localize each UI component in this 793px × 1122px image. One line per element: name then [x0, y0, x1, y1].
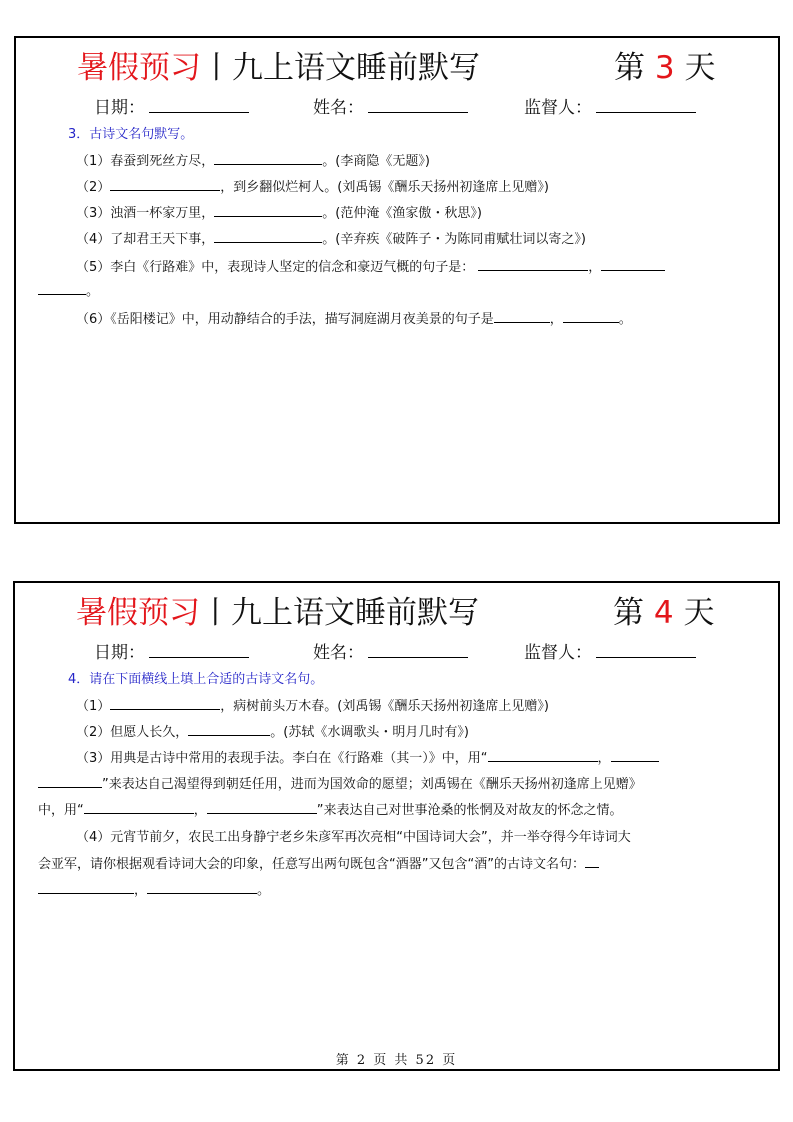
question-line-continued — [38, 855, 793, 874]
question-line-continued — [38, 881, 793, 900]
line-text: 会亚军，请你根据观看诗词大会的印象，任意写出两句既包含“酒器”又包含“酒”的古诗文名句： — [38, 857, 585, 872]
question-line — [76, 749, 793, 768]
supervisor-field[interactable] — [524, 96, 696, 120]
card-title — [16, 46, 778, 90]
line-text: （1） — [76, 699, 111, 714]
title-red: 暑假预习 — [77, 50, 201, 86]
answer-blank[interactable] — [214, 152, 322, 165]
date-label: 日期： — [94, 98, 145, 118]
line-text: （3）浊酒一杯家万里， — [76, 206, 215, 221]
title-main: 九上语文睡前默写 — [231, 595, 479, 631]
line-text: 。(范仲淹《渔家傲・秋思》) — [322, 206, 482, 221]
line-text: ， — [549, 312, 563, 327]
question-line — [76, 829, 793, 847]
answer-blank[interactable] — [38, 282, 86, 295]
question-heading: 4．请在下面横线上填上合适的古诗文名句。 — [68, 672, 324, 687]
line-text: （4）了却君王天下事， — [76, 232, 215, 247]
worksheet-card-day-3 — [14, 36, 780, 524]
line-text: （1）春蚕到死丝方尽， — [76, 154, 215, 169]
line-text: ”来表达自己渴望得到朝廷任用，进而为国效命的愿望；刘禹锡在《酬乐天扬州初逢席上见赠》 — [102, 777, 642, 792]
answer-blank[interactable] — [147, 881, 257, 894]
line-text: （5）李白《行路难》中，表现诗人坚定的信念和豪迈气概的句子是： — [76, 260, 475, 275]
answer-blank[interactable] — [38, 881, 134, 894]
day-number: 4 — [653, 595, 674, 631]
date-blank[interactable] — [149, 641, 249, 658]
answer-blank[interactable] — [563, 310, 619, 323]
day-number: 3 — [654, 50, 675, 86]
supervisor-blank[interactable] — [596, 641, 696, 658]
question-line-continued — [38, 775, 793, 794]
answer-blank[interactable] — [611, 749, 659, 762]
line-text: 中，用“ — [38, 803, 84, 818]
supervisor-label: 监督人： — [524, 98, 592, 118]
line-text: （4）元宵节前夕，农民工出身静宁老乡朱彦军再次亮相“中国诗词大会”，并一举夺得今年诗词大 — [76, 830, 631, 845]
title-separator: 丨 — [200, 595, 231, 631]
page-footer: 第 2 页 共 52 页 — [335, 1053, 458, 1068]
line-text: ，到乡翻似烂柯人。(刘禹锡《酬乐天扬州初逢席上见赠》) — [220, 180, 549, 195]
date-field[interactable] — [94, 96, 249, 120]
line-text: ， — [597, 751, 611, 766]
line-text: 。 — [618, 312, 632, 327]
answer-blank[interactable] — [207, 801, 317, 814]
worksheet-card-day-4 — [13, 581, 780, 1071]
day-label — [614, 46, 715, 90]
question-line — [76, 697, 793, 716]
question-heading: 3．古诗文名句默写。 — [68, 127, 194, 142]
day-suffix: 天 — [683, 595, 715, 631]
question-line — [76, 723, 793, 742]
question-line — [38, 801, 793, 820]
line-text: ”来表达自己对世事沧桑的怅惘及对故友的怀念之情。 — [316, 803, 623, 818]
line-text: （6）《岳阳楼记》中，用动静结合的手法，描写洞庭湖月夜美景的句子是 — [76, 312, 494, 327]
answer-blank[interactable] — [110, 697, 220, 710]
answer-blank[interactable] — [478, 258, 588, 271]
answer-blank[interactable] — [494, 310, 550, 323]
date-field[interactable] — [94, 641, 249, 665]
supervisor-label: 监督人： — [524, 643, 592, 663]
line-text: 。 — [86, 284, 100, 299]
card-title — [15, 591, 778, 635]
line-text: 。(李商隐《无题》) — [322, 154, 430, 169]
answer-blank[interactable] — [214, 204, 322, 217]
name-blank[interactable] — [368, 641, 468, 658]
day-prefix: 第 — [613, 595, 644, 631]
name-blank[interactable] — [368, 96, 468, 113]
question-line — [76, 310, 793, 329]
line-text: 。(辛弃疾《破阵子・为陈同甫赋壮词以寄之》) — [322, 232, 586, 247]
line-text: ， — [588, 260, 602, 275]
line-text: ，病树前头万木春。(刘禹锡《酬乐天扬州初逢席上见赠》) — [220, 699, 549, 714]
answer-blank[interactable] — [214, 230, 322, 243]
title-main: 九上语文睡前默写 — [232, 50, 480, 86]
answer-blank[interactable] — [84, 801, 194, 814]
answer-blank[interactable] — [110, 178, 220, 191]
line-text: （2） — [76, 180, 111, 195]
date-blank[interactable] — [149, 96, 249, 113]
question-line — [76, 230, 793, 249]
question-line — [76, 258, 793, 277]
answer-blank[interactable] — [601, 258, 665, 271]
question-line — [76, 204, 793, 223]
name-field[interactable] — [313, 96, 468, 120]
answer-blank[interactable] — [585, 855, 599, 868]
line-text: 。(苏轼《水调歌头・明月几时有》) — [270, 725, 469, 740]
name-field[interactable] — [313, 641, 468, 665]
supervisor-field[interactable] — [524, 641, 696, 665]
title-separator: 丨 — [201, 50, 232, 86]
question-line — [76, 178, 793, 197]
date-label: 日期： — [94, 643, 145, 663]
answer-blank[interactable] — [488, 749, 598, 762]
answer-blank[interactable] — [188, 723, 270, 736]
line-text: （2）但愿人长久， — [76, 725, 189, 740]
day-suffix: 天 — [684, 50, 716, 86]
line-text: 。 — [257, 883, 271, 898]
line-text: ， — [193, 803, 207, 818]
line-text: （3）用典是古诗中常用的表现手法。李白在《行路难（其一）》中，用“ — [76, 751, 488, 766]
day-prefix: 第 — [614, 50, 645, 86]
name-label: 姓名： — [313, 643, 364, 663]
day-label — [613, 591, 714, 635]
question-line-continued — [38, 282, 793, 301]
question-line — [76, 152, 793, 171]
line-text: ， — [134, 883, 148, 898]
answer-blank[interactable] — [38, 775, 102, 788]
title-red: 暑假预习 — [76, 595, 200, 631]
supervisor-blank[interactable] — [596, 96, 696, 113]
name-label: 姓名： — [313, 98, 364, 118]
